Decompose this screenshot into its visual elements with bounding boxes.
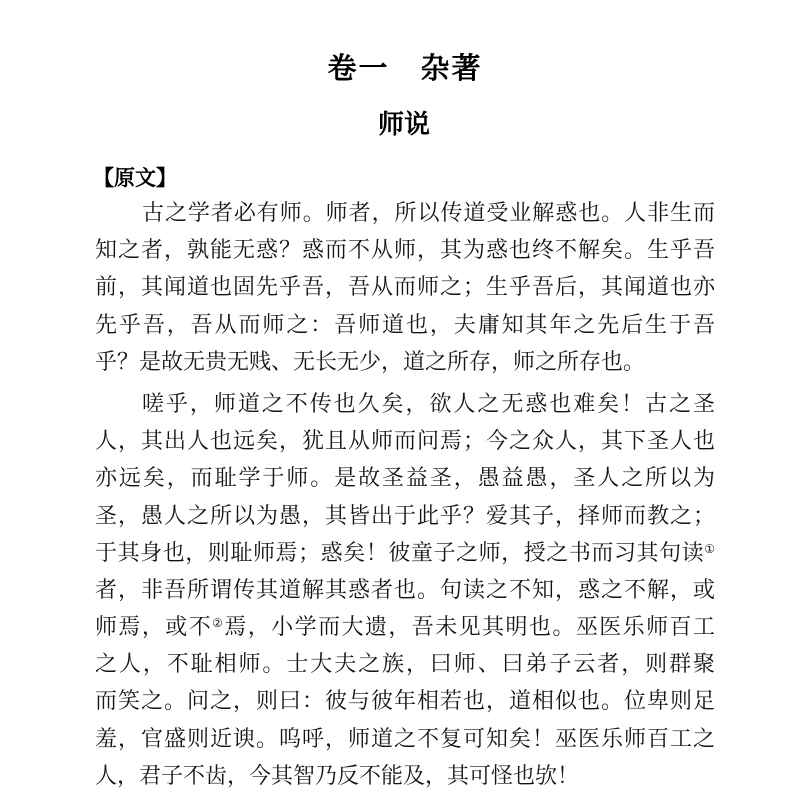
paragraph-2 xyxy=(95,386,715,795)
essay-title: 师说 xyxy=(377,110,430,140)
text-line: 之人，不耻相师。士大夫之族，曰师、曰弟子云者，则群聚 xyxy=(95,652,715,678)
text-line: 知之者，孰能无惑？惑而不从师，其为惑也终不解矣。生乎吾 xyxy=(95,238,715,264)
text-line-segment: 焉，小学而大遗，吾未见其明也。巫医乐师百工 xyxy=(224,615,715,641)
text-line: 古之学者必有师。师者，所以传道受业解惑也。人非生而 xyxy=(142,201,715,226)
text-line: 羞，官盛则近谀。呜呼，师道之不复可知矣！巫医乐师百工之 xyxy=(95,726,715,752)
text-line xyxy=(95,535,715,572)
original-text-body xyxy=(95,195,715,795)
paragraph-1 xyxy=(95,195,715,381)
footnote-marker-2: ② xyxy=(212,615,225,630)
section-label-original-text: 【原文】 xyxy=(93,166,177,190)
text-line-segment: 师焉，或不 xyxy=(95,615,213,641)
text-line: 人，其出人也远矣，犹且从师而问焉；今之众人，其下圣人也 xyxy=(95,429,715,455)
text-line: 者，非吾所谓传其道解其惑者也。句读之不知，惑之不解，或 xyxy=(95,577,715,603)
text-line: 而笑之。问之，则曰：彼与彼年相若也，道相似也。位卑则足 xyxy=(95,689,715,715)
text-line: 人，君子不齿，今其智乃反不能及，其可怪也欤！ xyxy=(95,763,580,789)
text-line-segment: 于其身也，则耻师焉；惑矣！彼童子之师，授之书而习其句读 xyxy=(95,540,705,566)
text-line xyxy=(95,609,715,646)
volume-title: 卷一 杂著 xyxy=(327,51,483,85)
text-line: 前，其闻道也固先乎吾，吾从而师之；生乎吾后，其闻道也亦 xyxy=(95,275,715,301)
text-line: 先乎吾，吾从而师之：吾师道也，夫庸知其年之先后生于吾 xyxy=(95,312,715,338)
text-line: 乎？是故无贵无贱、无长无少，道之所存，师之所存也。 xyxy=(95,349,646,375)
text-line: 嗟乎，师道之不传也久矣，欲人之无惑也难矣！古之圣 xyxy=(142,391,715,417)
text-line: 圣，愚人之所以为愚，其皆出于此乎？爱其子，择师而教之； xyxy=(95,503,715,529)
text-line: 亦远矣，而耻学于师。是故圣益圣，愚益愚，圣人之所以为 xyxy=(95,466,715,492)
footnote-marker-1: ① xyxy=(704,541,715,556)
